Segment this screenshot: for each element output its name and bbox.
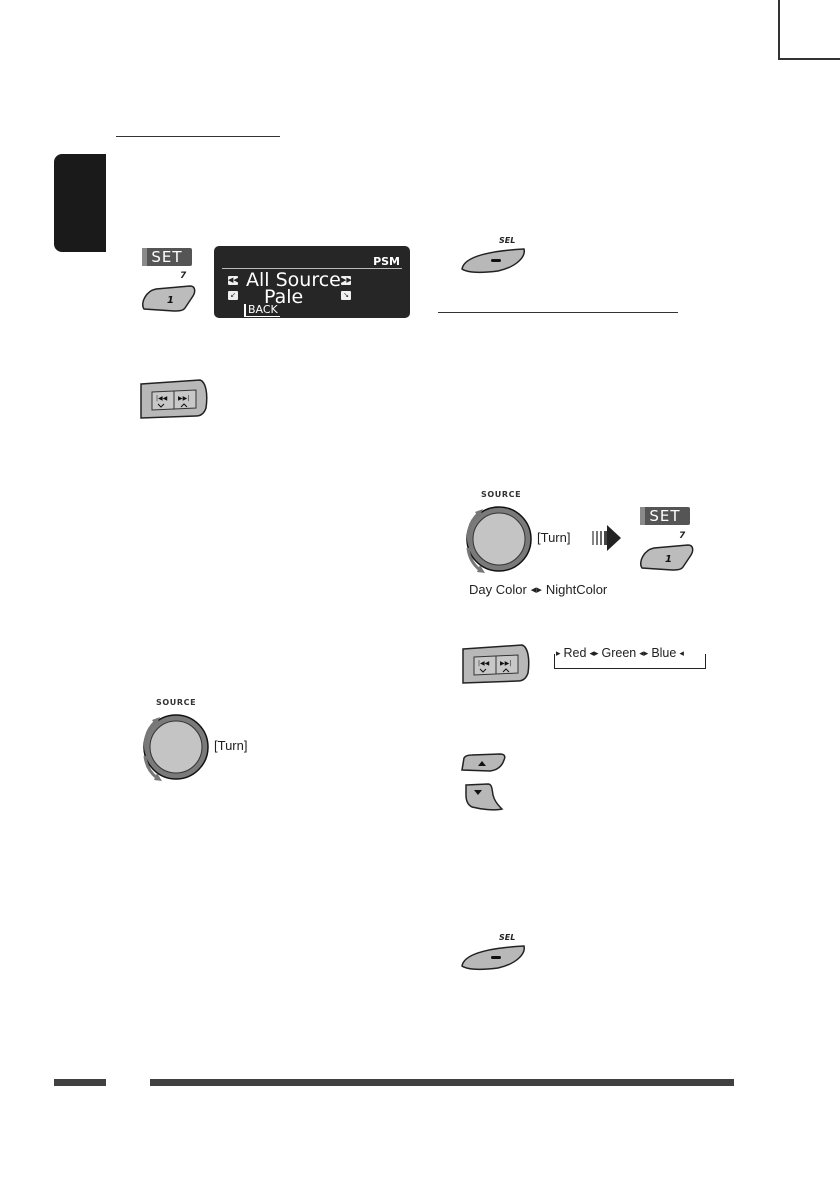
lcd-mode-label: PSM bbox=[373, 255, 400, 268]
lcd-line-2: Pale bbox=[264, 286, 304, 308]
sel-button-top[interactable] bbox=[458, 245, 530, 275]
sel-label-bottom: SEL bbox=[499, 933, 516, 942]
color-blue-label: Blue bbox=[651, 646, 677, 660]
day-color-label: Day Color bbox=[469, 582, 527, 597]
source-label-right: SOURCE bbox=[481, 490, 522, 499]
color-red-label: Red bbox=[563, 646, 587, 660]
return-right-icon: ↘ bbox=[341, 291, 351, 300]
fast-forward-icon: ▶▶ bbox=[341, 276, 352, 284]
footer-bar bbox=[150, 1079, 734, 1086]
lcd-line-1: All Source bbox=[246, 269, 341, 291]
down-button[interactable] bbox=[462, 781, 506, 813]
set-button-right[interactable] bbox=[640, 507, 690, 525]
rewind-icon: ◀◀ bbox=[228, 276, 239, 284]
sel-label-top: SEL bbox=[499, 236, 516, 245]
night-color-label: NightColor bbox=[545, 582, 608, 597]
sel-button-bottom[interactable] bbox=[458, 942, 530, 972]
preset-key-1-text-right: 1 bbox=[665, 554, 672, 565]
svg-text:▶▶|: ▶▶| bbox=[500, 660, 512, 667]
color-cycle-diagram bbox=[554, 646, 706, 670]
preset-number-label: 7 bbox=[180, 271, 187, 281]
up-button[interactable] bbox=[460, 752, 510, 774]
corner-rule-horizontal bbox=[778, 58, 840, 60]
preset-number-label-right: 7 bbox=[679, 531, 686, 541]
source-knob-right[interactable] bbox=[458, 500, 538, 580]
turn-label-right: [Turn] bbox=[537, 530, 571, 545]
skip-buttons-left[interactable] bbox=[138, 378, 210, 420]
section-underline-right bbox=[438, 312, 678, 313]
set-button[interactable] bbox=[142, 248, 192, 266]
language-tab bbox=[54, 154, 106, 252]
color-cycle-row: ▸ Red ◂▸ Green ◂▸ Blue ◂ bbox=[556, 646, 684, 660]
corner-rule-vertical bbox=[778, 0, 780, 60]
section-underline-left bbox=[116, 136, 280, 137]
set-button-label: SET bbox=[151, 248, 183, 266]
swap-arrow-icon: ◂▸ bbox=[530, 584, 542, 596]
lcd-display bbox=[214, 246, 410, 318]
skip-buttons-right[interactable] bbox=[460, 643, 532, 685]
preset-key-1-button-right[interactable] bbox=[636, 542, 696, 572]
turn-label-left: [Turn] bbox=[214, 738, 248, 753]
svg-text:|◀◀: |◀◀ bbox=[478, 660, 490, 667]
set-button-right-label: SET bbox=[649, 507, 681, 525]
arrow-right-icon bbox=[592, 524, 622, 552]
lcd-back-label: BACK bbox=[244, 304, 280, 317]
preset-key-1-button[interactable] bbox=[138, 283, 198, 313]
return-left-icon: ↙ bbox=[228, 291, 238, 300]
day-night-toggle-label bbox=[469, 582, 607, 597]
preset-key-1-text: 1 bbox=[167, 295, 174, 306]
source-label-left: SOURCE bbox=[156, 698, 197, 707]
color-green-label: Green bbox=[601, 646, 637, 660]
svg-text:|◀◀: |◀◀ bbox=[156, 395, 168, 402]
svg-text:▶▶|: ▶▶| bbox=[178, 395, 190, 402]
source-knob-left[interactable] bbox=[135, 708, 215, 788]
footer-page-number-bar bbox=[54, 1079, 106, 1086]
